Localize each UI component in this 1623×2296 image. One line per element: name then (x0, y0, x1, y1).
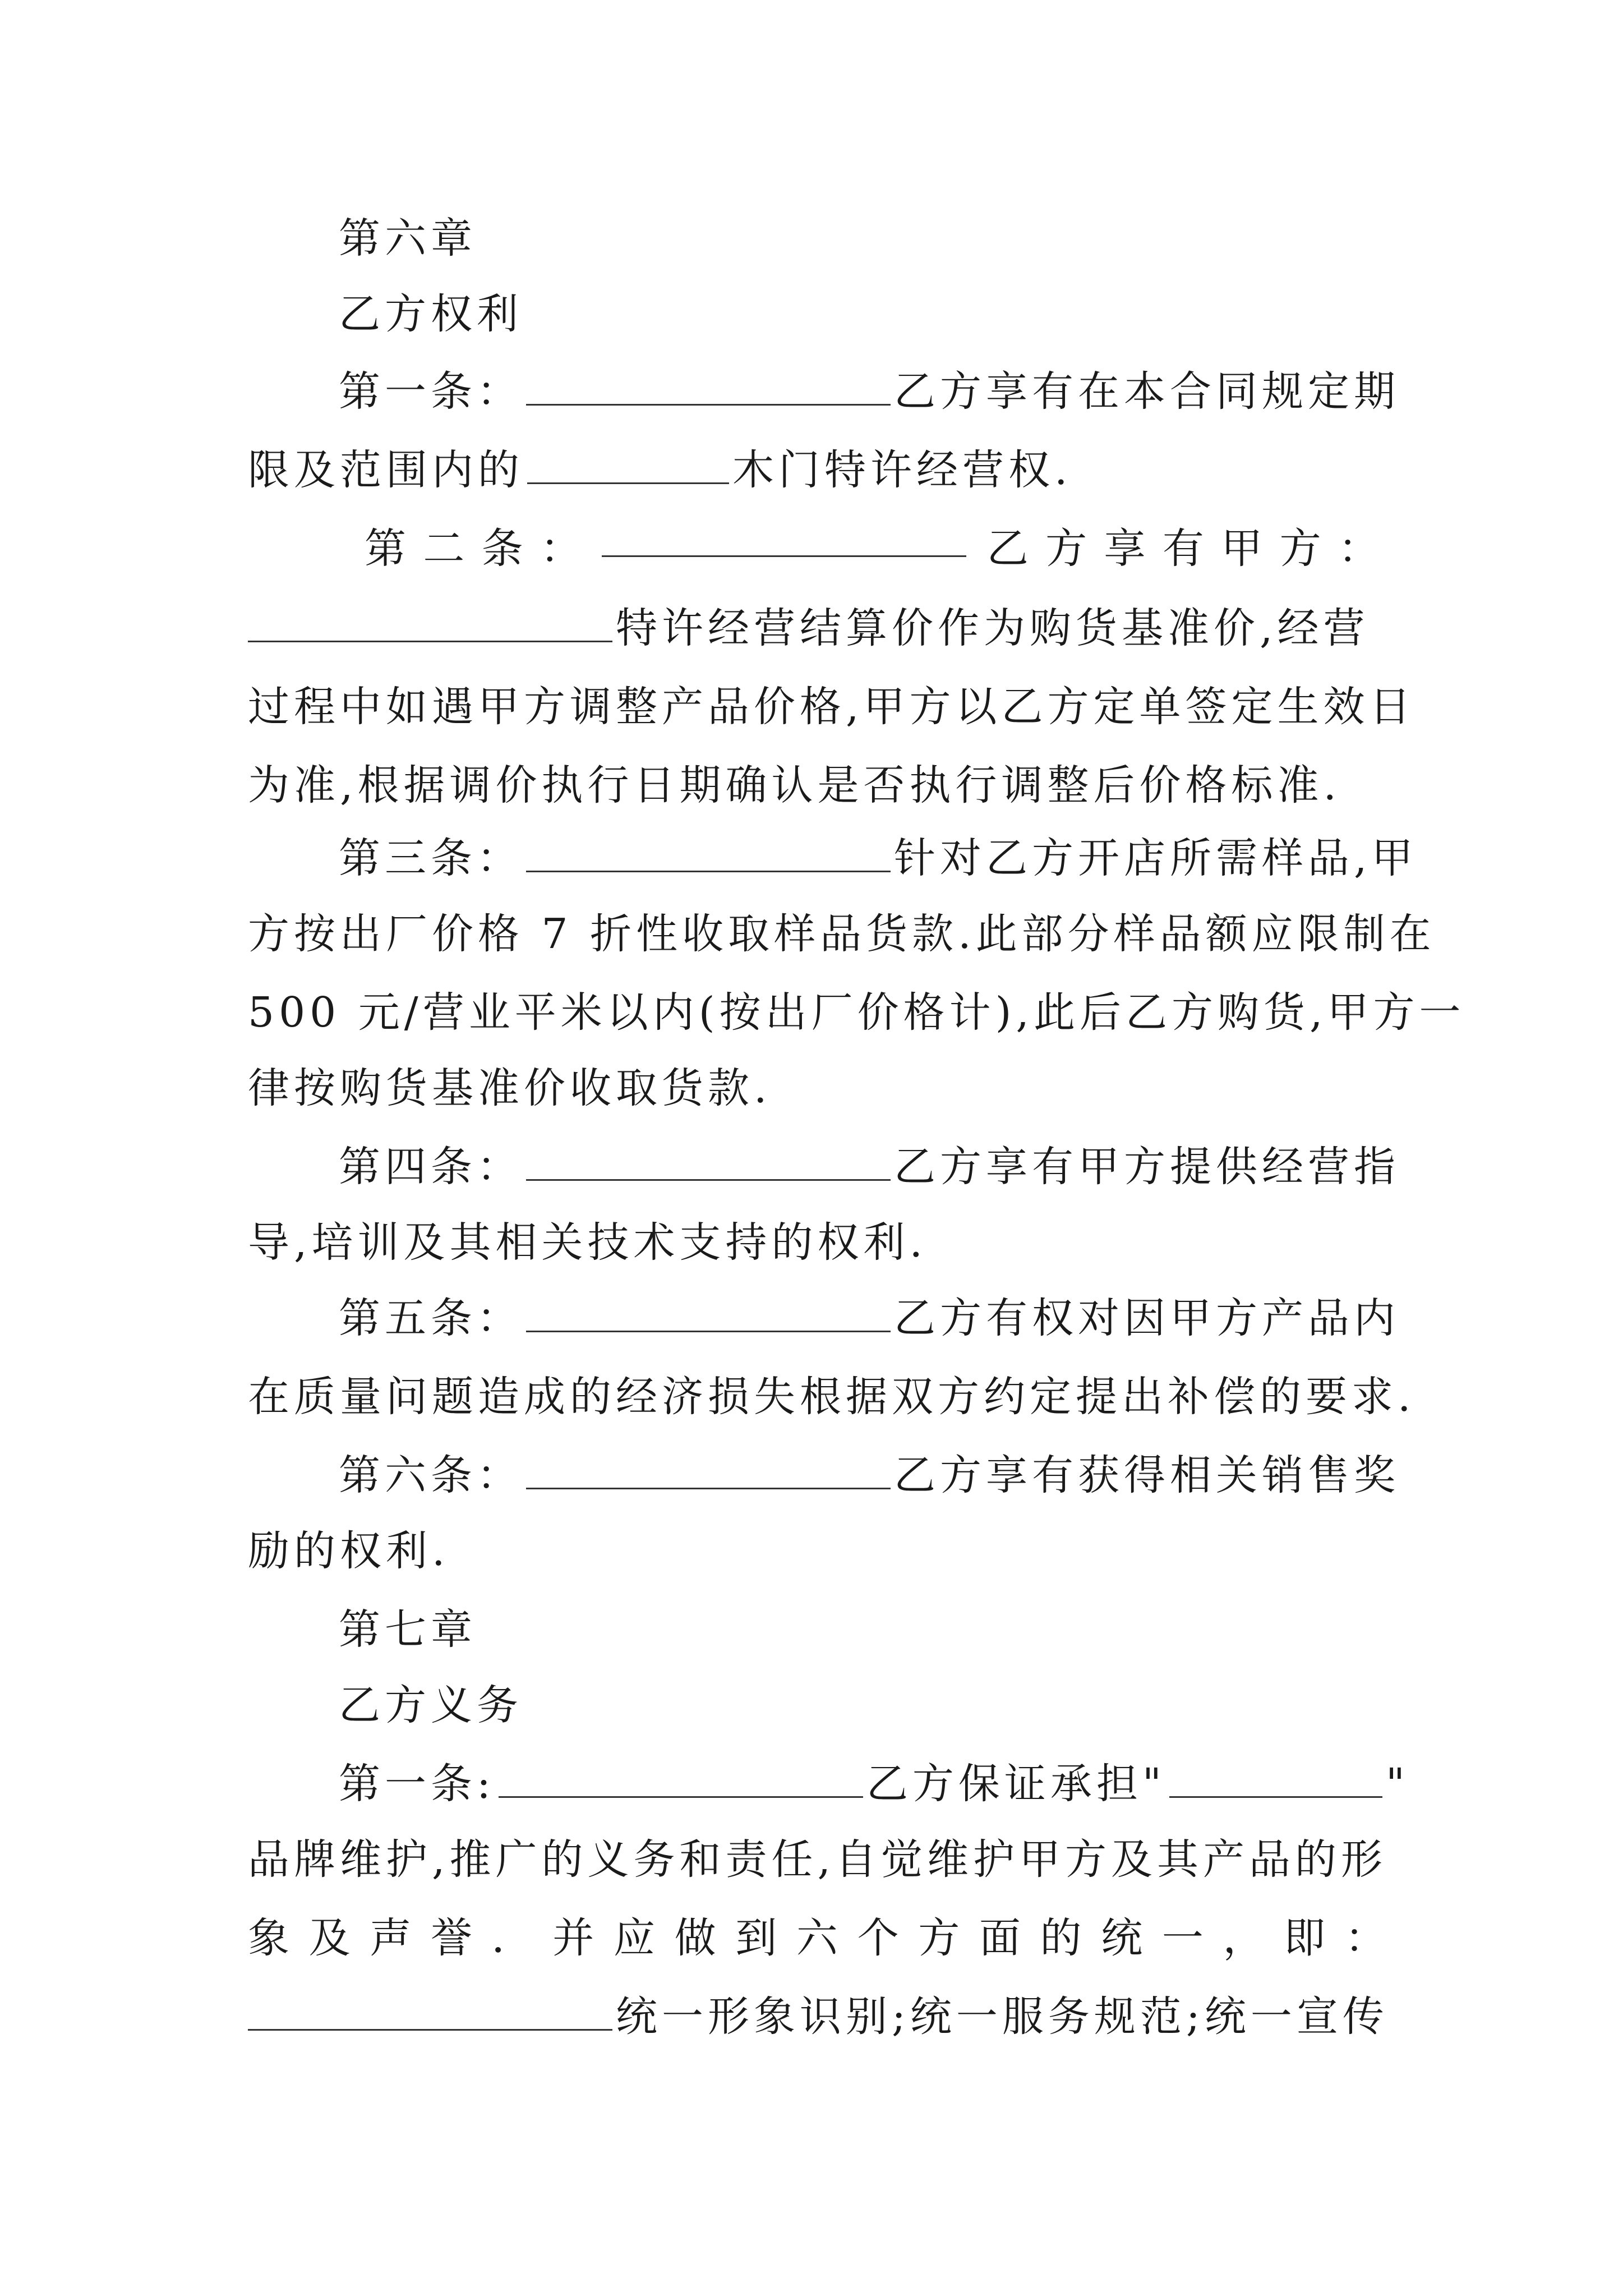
article-char: 有 (1162, 524, 1204, 573)
article-char: 及 (308, 1914, 351, 1962)
fill-in-blank (526, 836, 891, 872)
article-char: 统 (1101, 1914, 1143, 1962)
fill-in-blank (526, 1144, 891, 1181)
article-char: 象 (248, 1914, 289, 1962)
article-char: 乙 (986, 524, 1029, 573)
fill-in-blank (526, 1296, 891, 1332)
chapter-six-heading: 乙方权利 (339, 290, 523, 338)
fill-in-blank (499, 1761, 863, 1798)
right-article-5-line-1 (339, 1290, 1400, 1346)
obligation-article-1-line-4 (248, 1989, 1389, 2045)
article-label: 第一条： (339, 367, 523, 416)
chapter-seven-heading: 乙方义务 (339, 1681, 523, 1729)
right-article-3-line-2: 方按出厂价格 7 折性收取样品货款.此部分样品额应限制在 (248, 910, 1436, 958)
article-text: 统一形象识别;统一服务规范;统一宣传 (616, 1993, 1389, 2041)
article-char: 誉 (430, 1914, 472, 1962)
article-text: 乙方享有甲方提供经营指 (894, 1143, 1400, 1191)
article-label: 第一条: (339, 1760, 495, 1808)
article-text: 特许经营结算价作为购货基准价,经营 (616, 604, 1370, 652)
article-char: 做 (674, 1914, 716, 1962)
fill-in-blank (526, 369, 891, 406)
article-char: 个 (857, 1914, 899, 1962)
article-label: 第五条： (339, 1294, 523, 1342)
right-article-2-line-4: 为准,根据调价执行日期确认是否执行调整后价格标准. (248, 761, 1341, 809)
article-char: 六 (796, 1914, 838, 1962)
article-char: ： (540, 524, 582, 573)
article-char: 二 (423, 524, 465, 573)
article-text: 限及范围内的 (248, 446, 524, 494)
article-text: 乙方享有获得相关销售奖 (894, 1451, 1400, 1499)
article-char: 即 (1284, 1914, 1326, 1962)
article-char: ： (1338, 524, 1380, 573)
article-char: 享 (1104, 524, 1146, 573)
article-text: " (1385, 1760, 1410, 1808)
article-char: 条 (481, 524, 523, 573)
right-article-6-line-1 (339, 1447, 1400, 1503)
right-article-5-line-2: 在质量问题造成的经济损失根据双方约定提出补偿的要求. (248, 1373, 1415, 1421)
article-text: 针对乙方开店所需样品,甲 (894, 834, 1418, 882)
fill-in-blank (602, 521, 966, 557)
article-char: 甲 (1221, 524, 1263, 573)
article-char: ： (1344, 1914, 1386, 1962)
article-char: 方 (1279, 524, 1321, 573)
article-char: 方 (1045, 524, 1087, 573)
right-article-1-line-1 (339, 364, 1400, 420)
article-char: 并 (552, 1914, 594, 1962)
right-article-2-line-3: 过程中如遇甲方调整产品价格,甲方以乙方定单签定生效日 (248, 683, 1415, 731)
right-article-3-line-3: 500 元/营业平米以内(按出厂价格计),此后乙方购货,甲方一 (248, 988, 1465, 1037)
right-article-2-line-1 (365, 521, 1380, 577)
chapter-seven-title: 第七章 (339, 1605, 477, 1654)
article-label: 第三条： (339, 834, 523, 882)
fill-in-blank (527, 448, 729, 484)
fill-in-blank (248, 606, 612, 642)
article-char: 的 (1040, 1914, 1082, 1962)
article-char: 一 (1161, 1914, 1204, 1962)
obligation-article-1-line-2: 品牌维护,推广的义务和责任,自觉维护甲方及其产品的形 (248, 1835, 1387, 1884)
right-article-3-line-1 (339, 830, 1418, 886)
article-char: ， (1223, 1914, 1265, 1962)
fill-in-blank (1169, 1761, 1382, 1798)
obligation-article-1-line-3 (248, 1910, 1386, 1966)
article-char: 方 (918, 1914, 960, 1962)
article-text: 乙方保证承担" (866, 1760, 1166, 1808)
article-char: 应 (613, 1914, 655, 1962)
chapter-six-title: 第六章 (339, 214, 477, 263)
article-char: 面 (979, 1914, 1021, 1962)
right-article-2-line-2 (248, 600, 1370, 656)
article-char: 声 (370, 1914, 412, 1962)
article-char: 第 (365, 524, 406, 573)
article-label: 第四条： (339, 1143, 523, 1191)
article-text: 木门特许经营权. (732, 446, 1072, 494)
article-text: 乙方有权对因甲方产品内 (894, 1294, 1400, 1342)
right-article-1-line-2 (248, 442, 1072, 498)
obligation-article-1-line-1 (339, 1756, 1409, 1812)
right-article-3-line-4: 律按购货基准价收取货款. (248, 1064, 772, 1112)
fill-in-blank (248, 1994, 612, 2031)
right-article-4-line-1 (339, 1139, 1400, 1195)
article-char: 到 (735, 1914, 777, 1962)
right-article-6-line-2: 励的权利. (248, 1527, 450, 1575)
article-label: 第六条： (339, 1451, 523, 1499)
right-article-4-line-2: 导,培训及其相关技术支持的权利. (248, 1218, 928, 1267)
article-char: ． (491, 1914, 533, 1962)
fill-in-blank (526, 1453, 891, 1489)
article-text: 乙方享有在本合同规定期 (894, 367, 1400, 416)
